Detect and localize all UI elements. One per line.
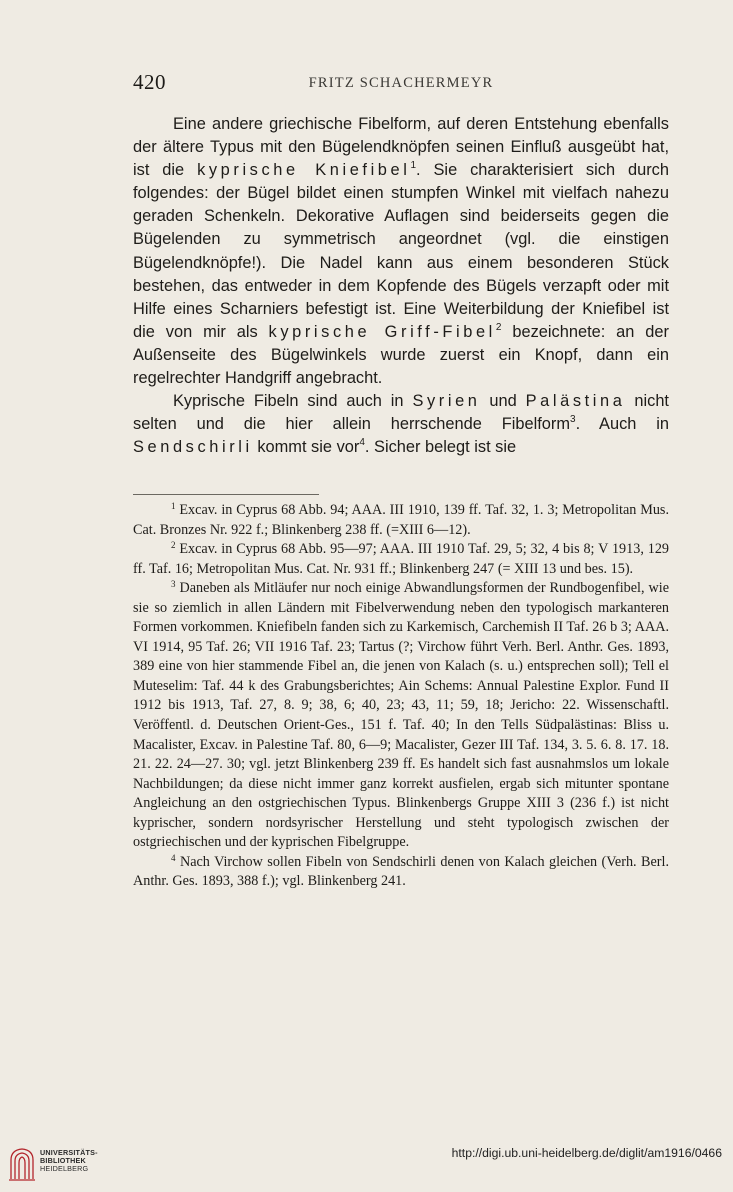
page-header bbox=[133, 70, 669, 96]
text-run: . Sie charakterisiert sich durch folgendes: der Bügel bildet einen stumpfen Winkel mit vielfach nahezu geraden Schenkeln. Dekorative Auflagen sind beiderseits gegen die Bügelenden zu symmetrisch angeordnet (vgl. die einstigen Bügelendknöpfe!). Die Nadel kann aus einem besonderen Stück bestehen, das entweder in dem Kopfende des Bügels verzapft oder mit Hilfe eines Scharniers befestigt ist. Eine Weiterbildung der Kniefibel ist die von mir als bbox=[133, 161, 669, 341]
footnote-number: 4 bbox=[171, 852, 176, 863]
spaced-term-palaestina: Palästina bbox=[525, 392, 626, 411]
text-run: bezeichnete: an der Außenseite des Bügelwinkels wurde zuerst ein Knopf, dann ein regelrechter Handgriff angebracht. bbox=[133, 322, 669, 388]
text-run: Eine andere griechische Fibelform, auf deren Entstehung ebenfalls der ältere Typus mit den Bügelendknöpfen seinen Einfluß ausgeübt hat, ist die bbox=[133, 115, 669, 180]
library-line-2: BIBLIOTHEK bbox=[40, 1156, 86, 1166]
footnote-text: Excav. in Cyprus 68 Abb. 95—97; AAA. III 1910 Taf. 29, 5; 32, 4 bis 8; V 1913, 129 ff. Taf. 16; Metropolitan Mus. Cat. Nr. 931 ff.; Blinkenberg 247 (= XIII 13 und bes. 15). bbox=[133, 541, 670, 577]
footnote-number: 2 bbox=[171, 540, 176, 551]
footnote-text: Nach Virchow sollen Fibeln von Sendschirli denen von Kalach gleichen (Verh. Berl. Anthr. Ges. 1893, 388 f.); vgl. Blinkenberg 241. bbox=[133, 853, 670, 890]
library-name bbox=[40, 1149, 98, 1174]
digitization-footer bbox=[0, 1138, 733, 1192]
text-run: und bbox=[480, 392, 526, 411]
footnote-divider bbox=[133, 494, 319, 495]
footnote-text: Excav. in Cyprus 68 Abb. 94; AAA. III 1910, 139 ff. Taf. 32, 1. 3; Metropolitan Mus. Cat. Bronzes Nr. 922 f.; Blinkenberg 238 ff. (=XIII 6—12). bbox=[133, 502, 670, 538]
text-run: kommt sie vor bbox=[252, 438, 360, 457]
running-title: FRITZ SCHACHERMEYR bbox=[308, 75, 494, 91]
footnote-ref-4[interactable]: 4 bbox=[359, 437, 365, 449]
footnote-text: Daneben als Mitläufer nur noch einige Abwandlungsformen der Rundbogenfibel, wie sie so ziemlich in allen Ländern mit Fibelverwendung neben den typologisch markanteren Formen vorkommen. Kniefibeln fanden sich zu Karkemisch, Carchemish II Taf. 26 b 3; AAA. VI 1914, 95 Taf. 26; VII 1916 Taf. 23; Tartus (?; Virchow führt Verh. Berl. Anthr. Ges. 1893, 389 eine von hier stammende Fibel an, die jenen von Kalach (s. u.) entsprechen soll); Tell el Muteselim: Taf. 44 k des Grabungsberichtes; Ain Schems: Annual Palestine Explor. Fund II 1912 bis 1913, Taf. 27, 8. 9; 38, 6; 40, 23; 43, 11; 59, 18; Jericho: 22. Wissenschaftl. Veröffentl. d. Deutschen Orient-Ges., 151 f. Taf. 40; In den Tells Südpalästinas: Bliss u. Macalister, Excav. in Palestine Taf. 80, 6—9; Macalister, Gezer III Taf. 134, 3. 5. 6. 8. 17. 18. 21. 22. 24—27. 30; vgl. jetzt Blinkenberg 239 ff. Es handelt sich fast ausnahmslos um lokale Nachbildungen; da diese nicht immer ganz korrekt ausfielen, ergab sich mitunter spontane Angleichung an den ostgriechischen Typus. Blinkenbergs Gruppe XIII 3 (236 f.) ist nicht kyprischer, sondern nordsyrischer Herstellung und steht typologisch zwischen der ostgriechischen und der kyprischen Fibelgruppe. bbox=[133, 580, 670, 851]
main-text bbox=[133, 113, 669, 459]
footnote-ref-1[interactable]: 1 bbox=[410, 160, 417, 172]
paragraph-1 bbox=[133, 113, 669, 390]
text-run: nicht selten und die hier allein herrschende Fibelform bbox=[133, 392, 669, 434]
footnote-ref-2[interactable]: 2 bbox=[495, 321, 502, 333]
footnote-number: 1 bbox=[171, 501, 176, 511]
text-run: . Auch in bbox=[575, 415, 669, 434]
footnote-2 bbox=[133, 540, 669, 579]
library-line-1: UNIVERSITÄTS- bbox=[40, 1148, 98, 1157]
spaced-term-kyprische-kniefibel: kyprische Kniefibel bbox=[197, 161, 411, 180]
footnote-4 bbox=[133, 853, 669, 892]
spaced-term-sendschirli: Sendschirli bbox=[133, 438, 253, 457]
text-run: . Sicher belegt ist sie bbox=[364, 438, 517, 457]
paragraph-2 bbox=[133, 390, 669, 459]
university-library-logo-icon bbox=[8, 1146, 36, 1182]
footnote-ref-3[interactable]: 3 bbox=[570, 414, 576, 426]
footnote-1 bbox=[133, 501, 669, 540]
spaced-term-syrien: Syrien bbox=[412, 392, 481, 411]
footnote-number: 3 bbox=[171, 579, 176, 590]
text-run: Kyprische Fibeln sind auch in bbox=[173, 392, 413, 411]
spaced-term-kyprische-griff-fibel: kyprische Griff-Fibel bbox=[268, 322, 496, 341]
footnotes bbox=[133, 501, 669, 892]
library-line-3: HEIDELBERG bbox=[40, 1164, 89, 1174]
footnote-3 bbox=[133, 579, 669, 853]
page-number: 420 bbox=[133, 70, 166, 94]
source-url-link[interactable]: http://digi.ub.uni-heidelberg.de/diglit/am1916/0466 bbox=[451, 1146, 722, 1160]
